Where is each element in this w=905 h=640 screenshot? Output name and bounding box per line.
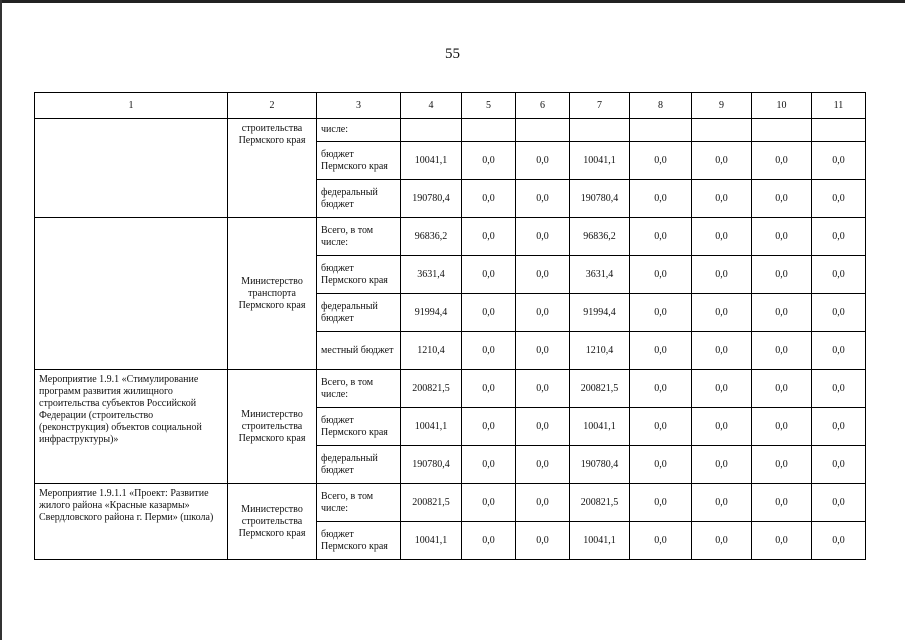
value-cell: 0,0 <box>516 218 570 256</box>
header-cell: 3 <box>317 93 401 119</box>
value-cell: 10041,1 <box>570 142 630 180</box>
value-cell <box>630 119 692 142</box>
value-cell: 0,0 <box>752 408 812 446</box>
value-cell: 10041,1 <box>570 522 630 560</box>
executor-cell: Министерство строительства Пермского края <box>228 370 317 484</box>
value-cell: 0,0 <box>692 332 752 370</box>
value-cell: 200821,5 <box>401 484 462 522</box>
value-cell: 0,0 <box>812 408 866 446</box>
value-cell: 200821,5 <box>401 370 462 408</box>
value-cell: 0,0 <box>630 446 692 484</box>
value-cell: 0,0 <box>516 332 570 370</box>
header-cell: 4 <box>401 93 462 119</box>
value-cell: 0,0 <box>462 294 516 332</box>
source-cell: федеральный бюджет <box>317 446 401 484</box>
value-cell: 0,0 <box>516 142 570 180</box>
value-cell: 0,0 <box>752 256 812 294</box>
source-cell: местный бюджет <box>317 332 401 370</box>
scan-edge-left <box>0 0 2 640</box>
executor-cell: Министерство строительства Пермского края <box>228 484 317 560</box>
header-cell: 2 <box>228 93 317 119</box>
value-cell: 0,0 <box>516 256 570 294</box>
header-cell: 7 <box>570 93 630 119</box>
value-cell: 190780,4 <box>570 446 630 484</box>
scan-edge-top <box>0 0 905 3</box>
table-row <box>35 119 866 142</box>
value-cell: 0,0 <box>812 446 866 484</box>
value-cell: 0,0 <box>630 370 692 408</box>
value-cell: 0,0 <box>812 256 866 294</box>
value-cell: 10041,1 <box>401 522 462 560</box>
value-cell: 1210,4 <box>401 332 462 370</box>
header-cell: 8 <box>630 93 692 119</box>
value-cell: 0,0 <box>692 142 752 180</box>
value-cell <box>752 119 812 142</box>
value-cell: 0,0 <box>462 370 516 408</box>
value-cell: 0,0 <box>692 446 752 484</box>
value-cell: 91994,4 <box>401 294 462 332</box>
value-cell: 91994,4 <box>570 294 630 332</box>
value-cell: 0,0 <box>462 180 516 218</box>
value-cell: 0,0 <box>516 294 570 332</box>
value-cell: 0,0 <box>462 256 516 294</box>
value-cell: 0,0 <box>692 218 752 256</box>
source-cell: бюджет Пермского края <box>317 142 401 180</box>
value-cell: 200821,5 <box>570 484 630 522</box>
value-cell <box>692 119 752 142</box>
source-cell: числе: <box>317 119 401 142</box>
value-cell: 0,0 <box>630 256 692 294</box>
value-cell: 0,0 <box>462 484 516 522</box>
value-cell: 0,0 <box>630 218 692 256</box>
value-cell: 0,0 <box>692 522 752 560</box>
value-cell: 0,0 <box>462 332 516 370</box>
value-cell: 1210,4 <box>570 332 630 370</box>
value-cell <box>570 119 630 142</box>
value-cell: 0,0 <box>812 218 866 256</box>
header-cell: 1 <box>35 93 228 119</box>
value-cell: 0,0 <box>752 218 812 256</box>
value-cell: 0,0 <box>462 408 516 446</box>
value-cell: 0,0 <box>812 294 866 332</box>
value-cell: 0,0 <box>462 218 516 256</box>
header-cell: 5 <box>462 93 516 119</box>
header-cell: 10 <box>752 93 812 119</box>
value-cell: 0,0 <box>462 446 516 484</box>
value-cell: 190780,4 <box>570 180 630 218</box>
value-cell: 0,0 <box>516 446 570 484</box>
value-cell: 0,0 <box>752 294 812 332</box>
value-cell: 10041,1 <box>401 408 462 446</box>
activity-cell: Мероприятие 1.9.1 «Стимулирование программ развития жилищного строительства субъектов Российской Федерации (строительство (реконструкция) объектов социальной инфраструктуры)» <box>35 370 228 484</box>
activity-cell <box>35 119 228 218</box>
value-cell: 96836,2 <box>570 218 630 256</box>
value-cell: 0,0 <box>692 180 752 218</box>
value-cell: 0,0 <box>516 180 570 218</box>
value-cell: 0,0 <box>692 256 752 294</box>
value-cell: 96836,2 <box>401 218 462 256</box>
value-cell <box>516 119 570 142</box>
value-cell: 0,0 <box>630 522 692 560</box>
value-cell: 0,0 <box>516 522 570 560</box>
value-cell: 0,0 <box>752 446 812 484</box>
value-cell: 0,0 <box>812 370 866 408</box>
value-cell: 0,0 <box>752 370 812 408</box>
source-cell: Всего, в том числе: <box>317 218 401 256</box>
executor-cell: Министерство транспорта Пермского края <box>228 218 317 370</box>
header-cell: 6 <box>516 93 570 119</box>
value-cell <box>462 119 516 142</box>
budget-table <box>34 92 866 560</box>
value-cell: 0,0 <box>692 484 752 522</box>
source-cell: бюджет Пермского края <box>317 522 401 560</box>
page-number: 55 <box>445 46 460 62</box>
table-row <box>35 484 866 522</box>
value-cell: 0,0 <box>630 294 692 332</box>
value-cell <box>812 119 866 142</box>
value-cell: 10041,1 <box>401 142 462 180</box>
table-row <box>35 370 866 408</box>
value-cell: 0,0 <box>812 142 866 180</box>
source-cell: Всего, в том числе: <box>317 484 401 522</box>
value-cell: 0,0 <box>692 294 752 332</box>
activity-cell: Мероприятие 1.9.1.1 «Проект: Развитие жилого района «Красные казармы» Свердловского района г. Перми» (школа) <box>35 484 228 560</box>
value-cell: 0,0 <box>692 408 752 446</box>
value-cell: 0,0 <box>752 180 812 218</box>
value-cell <box>401 119 462 142</box>
source-cell: федеральный бюджет <box>317 294 401 332</box>
value-cell: 0,0 <box>752 142 812 180</box>
table-row <box>35 218 866 256</box>
value-cell: 0,0 <box>812 332 866 370</box>
activity-cell <box>35 218 228 370</box>
value-cell: 0,0 <box>516 484 570 522</box>
header-row <box>35 93 866 119</box>
value-cell: 0,0 <box>462 522 516 560</box>
value-cell: 190780,4 <box>401 180 462 218</box>
source-cell: бюджет Пермского края <box>317 256 401 294</box>
value-cell: 0,0 <box>752 484 812 522</box>
value-cell: 10041,1 <box>570 408 630 446</box>
executor-cell: строительства Пермского края <box>228 119 317 218</box>
value-cell: 0,0 <box>630 142 692 180</box>
value-cell: 0,0 <box>516 370 570 408</box>
value-cell: 0,0 <box>812 180 866 218</box>
value-cell: 0,0 <box>630 332 692 370</box>
value-cell: 0,0 <box>752 332 812 370</box>
value-cell: 0,0 <box>630 180 692 218</box>
value-cell: 200821,5 <box>570 370 630 408</box>
value-cell: 0,0 <box>630 408 692 446</box>
value-cell: 0,0 <box>812 484 866 522</box>
value-cell: 0,0 <box>630 484 692 522</box>
value-cell: 0,0 <box>516 408 570 446</box>
value-cell: 190780,4 <box>401 446 462 484</box>
source-cell: бюджет Пермского края <box>317 408 401 446</box>
header-cell: 11 <box>812 93 866 119</box>
source-cell: федеральный бюджет <box>317 180 401 218</box>
value-cell: 0,0 <box>462 142 516 180</box>
value-cell: 0,0 <box>812 522 866 560</box>
value-cell: 0,0 <box>692 370 752 408</box>
value-cell: 3631,4 <box>401 256 462 294</box>
source-cell: Всего, в том числе: <box>317 370 401 408</box>
value-cell: 0,0 <box>752 522 812 560</box>
header-cell: 9 <box>692 93 752 119</box>
value-cell: 3631,4 <box>570 256 630 294</box>
